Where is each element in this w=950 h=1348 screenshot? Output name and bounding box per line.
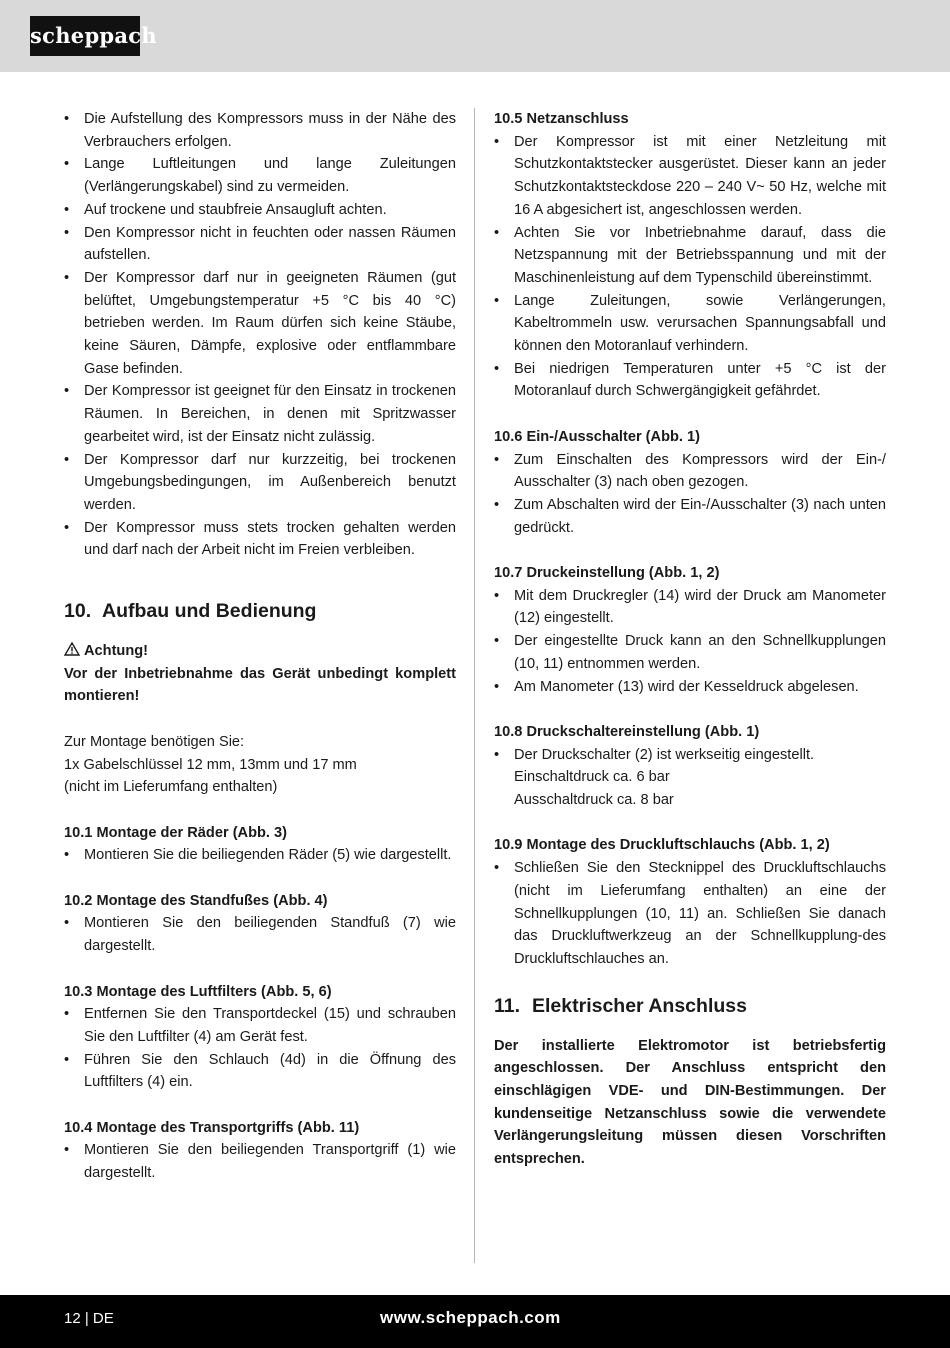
switch-on-pressure: Einschaltdruck ca. 6 bar — [514, 769, 670, 786]
list-item: • Der Kompressor ist geeignet für den Einsatz in trockenen Räumen. In Bereichen, in denen mit Spritzwasser gearbeitet wird, ist der Einsatz nicht zulässig. — [64, 383, 456, 445]
section-10-3-title: 10.3 Montage des Luftfilters (Abb. 5, 6) — [64, 983, 332, 1000]
warning-triangle-icon — [64, 642, 80, 656]
list-item: • Montieren Sie den beiliegenden Standfuß (7) wie dargestellt. — [64, 915, 456, 955]
section-10-1-list — [64, 844, 456, 867]
page-footer — [0, 1295, 950, 1348]
list-item: • Am Manometer (13) wird der Kesseldruck abgelesen. — [494, 678, 859, 695]
section-10-6-title: 10.6 Ein-/Ausschalter (Abb. 1) — [494, 428, 700, 445]
section-10-5-list — [494, 131, 886, 403]
page-number: 12 | DE — [64, 1310, 114, 1327]
list-item: • Der Druckschalter (2) ist werkseitig eingestellt. — [494, 746, 815, 763]
section-10-7-title: 10.7 Druckeinstellung (Abb. 1, 2) — [494, 565, 720, 582]
left-column — [64, 108, 456, 1185]
section-10-1-title: 10.1 Montage der Räder (Abb. 3) — [64, 824, 288, 841]
list-item: • Die Aufstellung des Kompressors muss in der Nähe des Verbrauchers erfolgen. — [64, 111, 456, 150]
intro-bullet-list — [64, 108, 456, 562]
section-10-2-list — [64, 912, 456, 957]
section-10-4-list — [64, 1139, 456, 1184]
section-10-8-title: 10.8 Druckschaltereinstellung (Abb. 1) — [494, 723, 760, 740]
section-10-5-title: 10.5 Netzanschluss — [494, 111, 629, 127]
list-item: • Entfernen Sie den Transportdeckel (15) und schrauben Sie den Luftfilter (4) am Gerät fest. — [64, 1006, 456, 1045]
column-divider — [474, 108, 475, 1263]
switch-off-pressure: Ausschaltdruck ca. 8 bar — [514, 792, 674, 809]
list-item: • Zum Abschalten wird der Ein-/Ausschalter (3) nach unten gedrückt. — [494, 496, 886, 536]
list-item: • Führen Sie den Schlauch (4d) in die Öffnung des Luftfilters (4) ein. — [64, 1051, 456, 1091]
list-item: • Schließen Sie den Stecknippel des Druckluftschlauchs (nicht im Lieferumfang enthalten) an eine der Schnellkupplungen (10, 11) an. Schließen Sie danach das Druckluftwerkzeug an der Schnellkupplung-des Druckluftschlauches an. — [494, 860, 886, 967]
right-column — [494, 108, 886, 1171]
tools-line: 1x Gabelschlüssel 12 mm, 13mm und 17 mm — [64, 756, 357, 773]
section-10-3-list — [64, 1003, 456, 1094]
list-item: • Montieren Sie die beiliegenden Räder (5) wie dargestellt. — [64, 847, 452, 864]
page-header — [0, 0, 950, 72]
section-11-heading: 11. Elektrischer Anschluss — [494, 994, 747, 1017]
section-10-7-list — [494, 585, 886, 699]
list-item: • Der Kompressor ist mit einer Netzleitung mit Schutzkontaktstecker ausgerüstet. Dieser kann an jeder Schutzkontaktsteckdose 220 – 240 V~ 50 Hz, welche mit 16 A abgesichert ist, angeschlossen werden. — [494, 133, 886, 218]
list-item: • Montieren Sie den beiliegenden Transportgriff (1) wie dargestellt. — [64, 1142, 456, 1182]
section-10-9-title: 10.9 Montage des Druckluftschlauchs (Abb. 1, 2) — [494, 837, 830, 854]
list-item: • Der eingestellte Druck kann an den Schnellkupplungen (10, 11) entnommen werden. — [494, 633, 886, 672]
section-10-2-title: 10.2 Montage des Standfußes (Abb. 4) — [64, 892, 328, 909]
list-item: • Der Kompressor darf nur kurzzeitig, bei trockenen Umgebungsbedingungen, im Außenbereich benutzt werden. — [64, 451, 456, 513]
tools-line: (nicht im Lieferumfang enthalten) — [64, 779, 278, 796]
list-item: • Mit dem Druckregler (14) wird der Druck am Manometer (12) eingestellt. — [494, 587, 886, 627]
list-item: • Achten Sie vor Inbetriebnahme darauf, dass die Netzspannung mit der Betriebsspannung und mit der Maschinenleistung auf dem Typenschild übereinstimmt. — [494, 224, 886, 286]
website-link[interactable]: www.scheppach.com — [380, 1308, 561, 1327]
section-10-6-list — [494, 449, 886, 540]
scheppach-logo: scheppach — [30, 16, 140, 56]
section-10-heading: 10. Aufbau und Bedienung — [64, 600, 317, 623]
warning-title: Achtung! — [64, 640, 456, 663]
section-10-9-list — [494, 857, 886, 971]
list-item: • Der Kompressor muss stets trocken gehalten werden und darf nach der Arbeit nicht im Freien verbleiben. — [64, 519, 456, 559]
section-11-text: Der installierte Elektromotor ist betriebsfertig angeschlossen. Der Anschluss entspricht den einschlägigen VDE- und DIN-Bestimmungen. Der kundenseitige Netzanschluss sowie die verwendete Verlängerungsleitung müssen diesen Vorschriften entsprechen. — [494, 1037, 886, 1168]
tools-line: Zur Montage benötigen Sie: — [64, 733, 245, 750]
section-10-4-title: 10.4 Montage des Transportgriffs (Abb. 11) — [64, 1119, 360, 1136]
list-item: • Bei niedrigen Temperaturen unter +5 °C ist der Motoranlauf durch Schwergängigkeit gefährdet. — [494, 360, 886, 400]
warning-text: Vor der Inbetriebnahme das Gerät unbedingt komplett montieren! — [64, 665, 456, 705]
list-item: • Der Kompressor darf nur in geeigneten Räumen (gut belüftet, Umgebungstemperatur +5 °C bis 40 °C) betrieben werden. Im Raum dürfen sich keine Stäube, keine Säuren, Dämpfe, explosive oder entflammbare Gase befinden. — [64, 269, 456, 377]
list-item: • Zum Einschalten des Kompressors wird der Ein-/ Ausschalter (3) nach oben gezogen. — [494, 451, 886, 491]
list-item: • Lange Zuleitungen, sowie Verlängerungen, Kabeltrommeln usw. verursachen Spannungsabfall und können den Motoranlauf verhindern. — [494, 292, 886, 355]
list-item: • Auf trockene und staubfreie Ansaugluft achten. — [64, 201, 387, 218]
section-10-8-list — [494, 744, 886, 767]
list-item: • Lange Luftleitungen und lange Zuleitungen (Verlängerungskabel) sind zu vermeiden. — [64, 156, 456, 196]
list-item: • Den Kompressor nicht in feuchten oder nassen Räumen aufstellen. — [64, 224, 456, 264]
